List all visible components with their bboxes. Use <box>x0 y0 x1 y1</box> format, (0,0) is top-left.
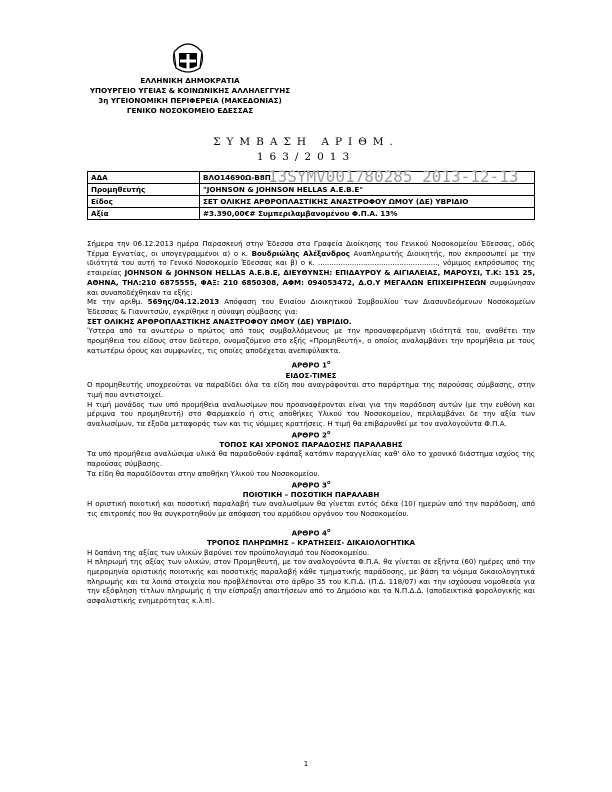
article-2-heading: ΤΟΠΟΣ ΚΑΙ ΧΡΟΝΟΣ ΠΑΡΑΔΟΣΗΣ ΠΑΡΑΛΑΒΗΣ <box>219 439 403 449</box>
intro-text: Σήμερα την 06.12.2013 ημέρα Παρασκευή στην Έδεσσα στα Γραφεία Διοίκησης του Γενικού Νοσοκομείου Έδεσσας, οδός Τέρμα Εγνατίας, οι υπογεγραμμένοι α) ο κ. <box>87 239 535 258</box>
header-line-4: ΓΕΝΙΚΟ ΝΟΣΟΚΟΜΕΙΟ ΕΔΕΣΣΑΣ <box>126 106 254 115</box>
contract-number: 163/2013 <box>256 151 356 163</box>
article-4-number: ΑΡΘΡΟ 4$^o$ <box>291 527 331 538</box>
article-4-heading: ΤΡΟΠΟΣ ΠΛΗΡΩΜΗΣ – ΚΡΑΤΗΣΕΙΣ- ΔΙΚΑΙΟΛΟΓΗΤΙΚΑ <box>206 537 416 547</box>
article-number-text: ΑΡΘΡΟ 4 <box>291 528 327 538</box>
supplier-label: Προμηθευτής <box>88 184 200 196</box>
decision-number: 569ης/04.12.2013 <box>147 297 220 307</box>
table-row <box>88 196 535 208</box>
article-3-para-1: Η οριστική ποιοτική και ποσοτική παραλαβή των αναλωσίμων θα γίνεται εντός δέκα (10) ημερών από την παράδοση, από τις επιτροπές που θα συγκροτηθούν με απόφαση του αρμόδιου οργάνου του Νοσοκομείου. <box>87 499 535 519</box>
article-2-para-2: Τα είδη θα παραδίδονται στην αποθήκη Υλικού του Νοσοκομείου. <box>87 468 320 478</box>
item-label: Είδος <box>88 196 200 208</box>
article-3-heading: ΠΟΙΟΤΙΚΗ – ΠΟΣΟΤΙΚΗ ΠΑΡΑΛΑΒΗ <box>242 489 380 499</box>
contract-item: ΣΕΤ ΟΛΙΚΗΣ ΑΡΘΡΟΠΛΑΣΤΙΚΗΣ ΑΝΑΣΤΡΟΦΟΥ ΩΜΟΥ (ΔΕ) ΥΒΡΙΔΙΟ. <box>87 316 352 326</box>
article-1-para-2: Η τιμή μονάδος των υπό προμήθεια αναλωσίμων που προαναφέρονται είναι για την παράδοση αυτών (με την ευθύνη και μέριμνα του προμηθευτή) στο Φαρμακείο ή στις αποθήκες Υλικού του Νοσοκομείου, περιλαμβάνει δε την αξία των αναλωσίμων, τα έξοδα μεταφοράς των και τις νόμιμες κρατήσεις. Η τιμή θα επιβαρυνθεί με τον αναλογούντα Φ.Π.Α. <box>87 399 535 429</box>
article-2-para-1: Τα υπό προμήθεια αναλώσιμα υλικά θα παραδοθούν εφάπαξ κατόπιν παραγγελίας καθ' όλο το χρονικό διάστημα ισχύος της παρούσας σύμβασης. <box>87 449 535 469</box>
ada-label: ΑΔΑ <box>88 172 200 184</box>
article-number-text: ΑΡΘΡΟ 3 <box>291 479 327 489</box>
intro-paragraph <box>87 239 535 297</box>
greek-coat-of-arms-icon <box>170 40 206 76</box>
page-number: 1 <box>303 760 309 768</box>
ada-value: ΒΛΟ14690Ω-Β8Π <box>200 172 535 184</box>
intro-text: Αναπληρωτής Διοικητής, που εκπροσωπεί με την ιδιότητά του αυτή το Γενικό Νοσοκομείο Έδεσσας και β) ο κ. ....................................................., νόμιμος εκπρόσωπος της εταιρείας <box>87 248 535 278</box>
article-3-number: ΑΡΘΡΟ 3$^o$ <box>291 479 331 489</box>
header-line-1: ΕΛΛΗΝΙΚΗ ΔΗΜΟΚΡΑΤΙΑ <box>140 76 240 85</box>
article-1-heading: ΕΙΔΟΣ-ΤΙΜΕΣ <box>285 370 337 380</box>
assignment-paragraph: Ύστερα από τα ανωτέρω ο πρώτος από τους συμβαλλόμενους με την προαναφερόμενη ιδιότητά του, αναθέτει την προμήθεια του είδους στον δεύτερο, ονομαζόμενο στο εξής «Προμηθευτή», ο οποίος αναλαμβάνει την προμήθεια με τους κατωτέρω όρους και συμφωνίες, τις οποίες αποδέχεται ανεπιφύλακτα. <box>87 326 535 355</box>
decision-text: Απόφαση του Ενιαίου Διοικητικού Συμβουλίου των Διασυνδεόμενων Νοσοκομείων Έδεσσας & Γιαννιτσών, εγκρίθηκε η σύναψη σύμβασης για: <box>87 297 536 316</box>
header-line-2: ΥΠΟΥΡΓΕΙΟ ΥΓΕΙΑΣ & ΚΟΙΝΩΝΙΚΗΣ ΑΛΛΗΛΕΓΓΥΗΣ <box>89 86 291 95</box>
supplier-value: "JOHNSON & JOHNSON HELLAS A.E.B.E" <box>200 184 535 196</box>
article-1-number: ΑΡΘΡΟ 1$^o$ <box>291 360 331 370</box>
value-amount: #3.390,00€# Συμπεριλαμβανομένου Φ.Π.Α. 13% <box>200 208 535 220</box>
item-value: ΣΕΤ ΟΛΙΚΗΣ ΑΡΘΡΟΠΛΑΣΤΙΚΗΣ ΑΝΑΣΤΡΟΦΟΥ ΩΜΟΥ (ΔΕ) ΥΒΡΙΔΙΟ <box>200 196 535 208</box>
contract-title: ΣΥΜΒΑΣΗ ΑΡΙΘΜ. <box>213 136 399 148</box>
article-4-para-1: Η δαπάνη της αξίας των υλικών βαρύνει τον προϋπολογισμό του Νοσοκομείου. <box>87 547 370 557</box>
article-2-number: ΑΡΘΡΟ 2$^o$ <box>291 429 331 440</box>
contract-body <box>87 239 535 606</box>
company-details: JOHNSON & JOHNSON HELLAS A.E.B.E, ΔΙΕΥΘΥΝΣΗ: ΕΠΙΔΑΥΡΟΥ & ΑΙΓΙΑΛΕΙΑΣ, ΜΑΡΟΥΣΙ, Τ.Κ: 151 25, ΑΘΗΝΑ, ΤΗΛ:210 6875555, ΦΑΞ: 210 6850308, ΑΦΜ: 094053472, Δ.Ο.Υ ΜΕΓΑΛΩΝ ΕΠΙΧΕΙΡΗΣΕΩΝ <box>87 268 536 287</box>
registry-watermark: 13SYMV001780285 2013-12-13 <box>268 167 519 186</box>
article-number-text: ΑΡΘΡΟ 2 <box>291 430 327 440</box>
header-line-3: 3η ΥΓΕΙΟΝΟΜΙΚΗ ΠΕΡΙΦΕΡΕΙΑ (ΜΑΚΕΔΟΝΙΑΣ) <box>98 96 282 105</box>
intro-text: συμφώνησαν και συναποδέχθηκαν τα εξής: <box>87 277 535 297</box>
table-row <box>88 208 535 220</box>
director-name: Βουδριώλης Αλέξανδρος <box>251 248 350 258</box>
value-label: Αξία <box>88 208 200 220</box>
article-4-para-2: Η πληρωμή της αξίας των υλικών, στον Προμηθευτή, με τον αναλογούντα Φ.Π.Α. θα γίνεται σε εξήντα (60) ημέρες από την ημερομηνία οριστικής ποιοτικής και ποσοτικής παραλαβή κάθε τμηματικής παράδοσης, με βάση τα νόμιμα δικαιολογητικά πληρωμής και τα λοιπά στοιχεία που προβλέπονται στο άρθρο 35 του Κ.Π.Δ. (Π.Δ. 118/07) και την ισχύουσα νομοθεσία για την εξόφληση τίτλων πληρωμής ή την είσπραξη απαιτήσεων από το Δημόσιο και τα Ν.Π.Δ.Δ. (αποδεικτικά φορολογικής και ασφαλιστικής ενημερότητας κ.λ.π). <box>87 557 535 606</box>
article-number-text: ΑΡΘΡΟ 1 <box>291 360 327 370</box>
decision-paragraph <box>87 297 535 316</box>
article-1-para-1: Ο προμηθευτής υποχρεούται να παραδίδει όλα τα είδη που αναγράφονται στο παράρτημα της παρούσας σύμβασης, στην τιμή που αντιστοιχεί. <box>87 380 535 399</box>
decision-text: Με την αριθμ. <box>87 297 148 307</box>
